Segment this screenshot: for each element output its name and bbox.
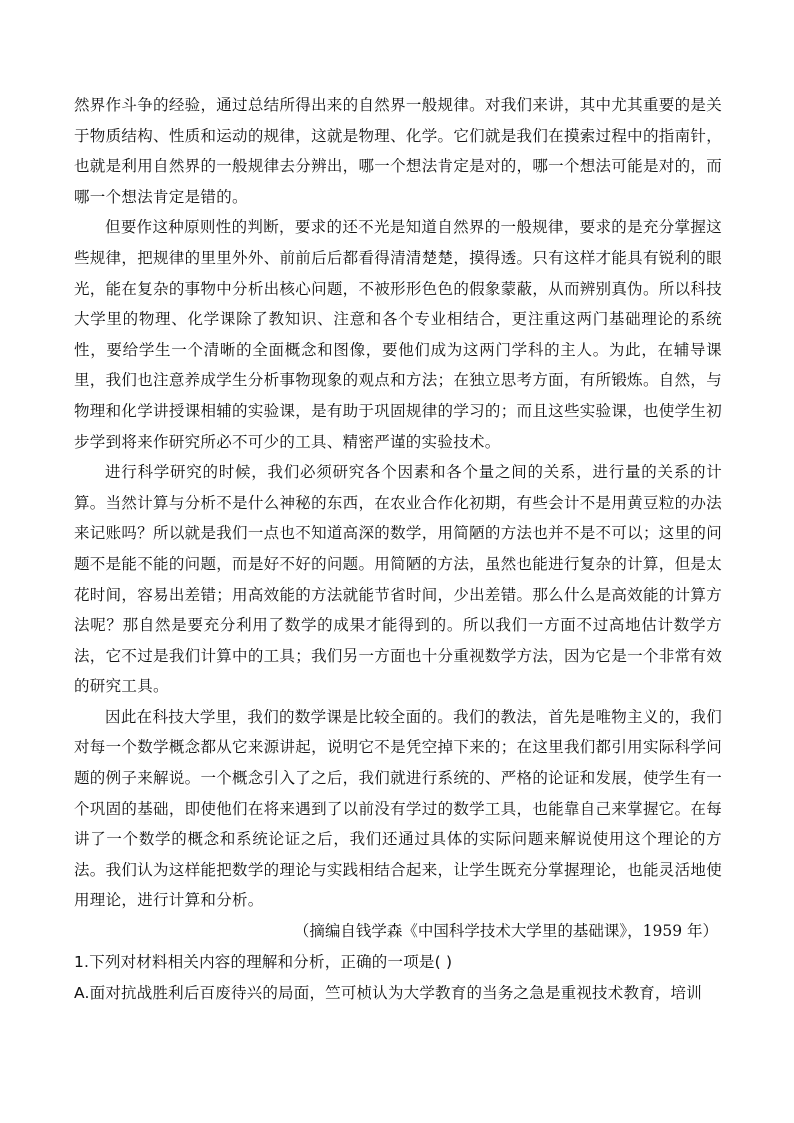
document-page [74,90,722,1009]
question-stem: 1.下列对材料相关内容的理解和分析，正确的一项是( ) [74,952,453,971]
source-citation: （摘编自钱学森《中国科学技术大学里的基础课》，1959 年） [293,922,718,941]
paragraph-3: 进行科学研究的时候，我们必须研究各个因素和各个量之间的关系，进行量的关系的计算。当然计算与分析不是什么神秘的东西，在农业合作化初期，有些会计不是用黄豆粒的办法来记账吗？所以就是我们一点也不知道高深的数学，用简陋的方法也并不是不可以；这里的问题不是能不能的问题，而是好不好的问题。用简陋的方法，虽然也能进行复杂的计算，但是太花时间，容易出差错；用高效能的方法就能节省时间，少出差错。那么什么是高效能的计算方法呢？那自然是要充分利用了数学的成果才能得到的。所以我们一方面不过高地估计数学方法，它不过是我们计算中的工具；我们另一方面也十分重视数学方法，因为它是一个非常有效的研究工具。 [74,463,722,696]
paragraph-1: 然界作斗争的经验，通过总结所得出来的自然界一般规律。对我们来讲，其中尤其重要的是关于物质结构、性质和运动的规律，这就是物理、化学。它们就是我们在摸索过程中的指南针，也就是利用自然界的一般规律去分辨出，哪一个想法肯定是对的，哪一个想法可能是对的，而哪一个想法肯定是错的。 [74,96,722,206]
paragraph-4: 因此在科技大学里，我们的数学课是比较全面的。我们的教法，首先是唯物主义的，我们对每一个数学概念都从它来源讲起，说明它不是凭空掉下来的；在这里我们都引用实际科学问题的例子来解说。一个概念引入了之后，我们就进行系统的、严格的论证和发展，使学生有一个巩固的基础，即使他们在将来遇到了以前没有学过的数学工具，也能靠自己来掌握它。在每讲了一个数学的概念和系统论证之后，我们还通过具体的实际问题来解说使用这个理论的方法。我们认为这样能把数学的理论与实践相结合起来，让学生既充分掌握理论，也能灵活地使用理论，进行计算和分析。 [74,707,722,910]
option-a: A.面对抗战胜利后百废待兴的局面，竺可桢认为大学教育的当务之急是重视技术教育，培训 [74,983,702,1002]
paragraph-2: 但要作这种原则性的判断，要求的还不光是知道自然界的一般规律，要求的是充分掌握这些规律，把规律的里里外外、前前后后都看得清清楚楚，摸得透。只有这样才能具有锐利的眼光，能在复杂的事物中分析出核心问题，不被形形色色的假象蒙蔽，从而辨别真伪。所以科技大学里的物理、化学课除了教知识、注意和各个专业相结合，更注重这两门基础理论的系统性，要给学生一个清晰的全面概念和图像，要他们成为这两门学科的主人。为此，在辅导课里，我们也注意养成学生分析事物现象的观点和方法；在独立思考方面，有所锻炼。自然，与物理和化学讲授课相辅的实验课，是有助于巩固规律的学习的；而且这些实验课，也使学生初步学到将来作研究所必不可少的工具、精密严谨的实验技术。 [74,218,722,451]
